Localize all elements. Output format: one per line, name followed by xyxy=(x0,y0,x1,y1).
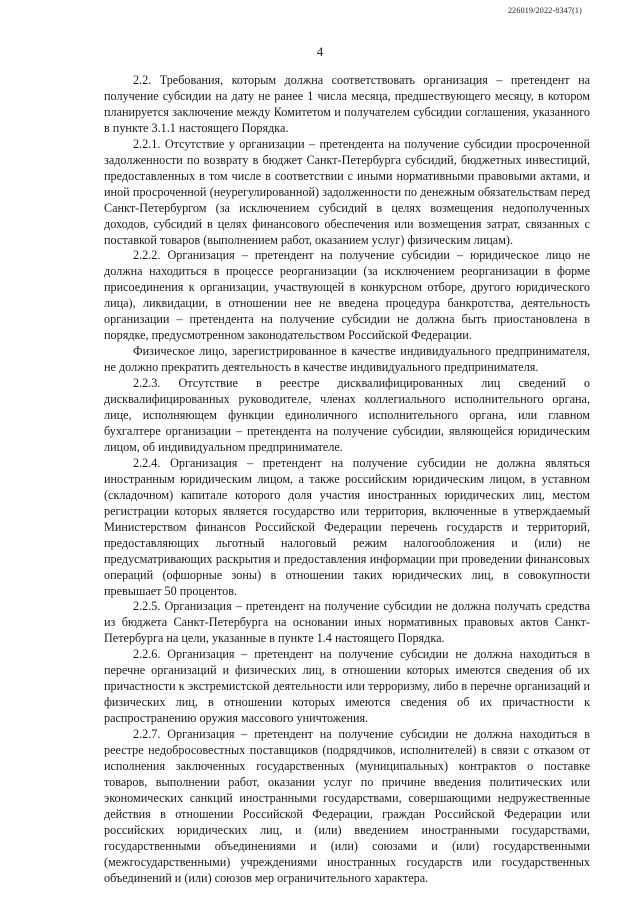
page-number: 4 xyxy=(316,44,324,59)
paragraph-2-2-1: 2.2.1. Отсутствие у организации – претендента на получение субсидии просроченной задолженности по возврату в бюджет Санкт-Петербурга субсидий, бюджетных инвестиций, предоставленных в том числе в соответствии с иными нормативными правовыми актами, и иной просроченной (неурегулированной) задолженности по денежным обязательствам перед Санкт-Петербургом (за исключением субсидий в целях возмещения недополученных доходов, субсидий в целях финансового обеспечения или возмещения затрат, связанных с поставкой товаров (выполнением работ, оказанием услуг) физическим лицам). xyxy=(104,136,590,247)
paragraph-2-2-6: 2.2.6. Организация – претендент на получение субсидии не должна находиться в перечне организаций и физических лиц, в отношении которых имеются сведения об их причастности к экстремистской деятельности или терроризму, либо в перечне организаций и физических лиц, в отношении которых имеются сведения об их причастности к распространению оружия массового уничтожения. xyxy=(104,647,590,726)
paragraph-individual-entrepreneur: Физическое лицо, зарегистрированное в качестве индивидуального предпринимателя, не должно прекратить деятельность в качестве индивидуального предпринимателя. xyxy=(104,344,590,375)
document-id: 226019/2022-8347(1) xyxy=(507,6,582,15)
paragraph-2-2-7: 2.2.7. Организация – претендент на получение субсидии не должна находиться в реестре недобросовестных поставщиков (подрядчиков, исполнителей) в связи с отказом от исполнения заключенных государственных (муниципальных) контрактов о поставке товаров, выполнении работ, оказании услуг по причине введения политических или экономических санкций иностранными государствами, совершающими недружественные действия в отношении Российской Федерации, граждан Российской Федерации или российских юридических лиц, и (или) введением иностранными государствами, государственными объединениями и (или) союзами и (или) государственными (межгосударственными) учреждениями иностранных государств или государственных объединений и (или) союзов мер ограничительного характера. xyxy=(104,727,590,885)
paragraph-2-2-4: 2.2.4. Организация – претендент на получение субсидии не должна являться иностранным юридическим лицом, а также российским юридическим лицом, в уставном (складочном) капитале которого доля участия иностранных юридических лиц, местом регистрации которых является государство или территория, включенные в утверждаемый Министерством финансов Российской Федерации перечень государств и территорий, предоставляющих льготный налоговый режим налогообложения и (или) не предусматривающих раскрытия и предоставления информации при проведении финансовых операций (офшорные зоны) в отношении таких юридических лиц, в совокупности превышает 50 процентов. xyxy=(104,455,590,598)
paragraph-2-2: 2.2. Требования, которым должна соответствовать организация – претендент на получение субсидии на дату не ранее 1 числа месяца, предшествующего месяцу, в котором планируется заключение между Комитетом и получателем субсидии соглашения, указанного в пункте 3.1.1 настоящего Порядка. xyxy=(104,73,590,135)
document-body xyxy=(104,73,590,887)
paragraph-2-2-3: 2.2.3. Отсутствие в реестре дисквалифицированных лиц сведений о дисквалифицированных руководителе, членах коллегиального исполнительного органа, лице, исполняющем функции единоличного исполнительного органа, или главном бухгалтере организации – претендента на получение субсидии, являющейся юридическим лицом, об индивидуальном предпринимателе. xyxy=(104,376,590,454)
paragraph-2-2-2: 2.2.2. Организация – претендент на получение субсидии – юридическое лицо не должна находиться в процессе реорганизации (за исключением реорганизации в форме присоединения к организации, участвующей в конкурсном отборе, другого юридического лица), ликвидации, в отношении нее не введена процедура банкротства, деятельность организации – претендента на получение субсидии не должна быть приостановлена в порядке, предусмотренном законодательством Российской Федерации. xyxy=(104,248,590,343)
paragraph-2-2-5: 2.2.5. Организация – претендент на получение субсидии не должна получать средства из бюджета Санкт-Петербурга на основании иных нормативных правовых актов Санкт-Петербурга на цели, указанные в пункте 1.4 настоящего Порядка. xyxy=(104,599,590,646)
